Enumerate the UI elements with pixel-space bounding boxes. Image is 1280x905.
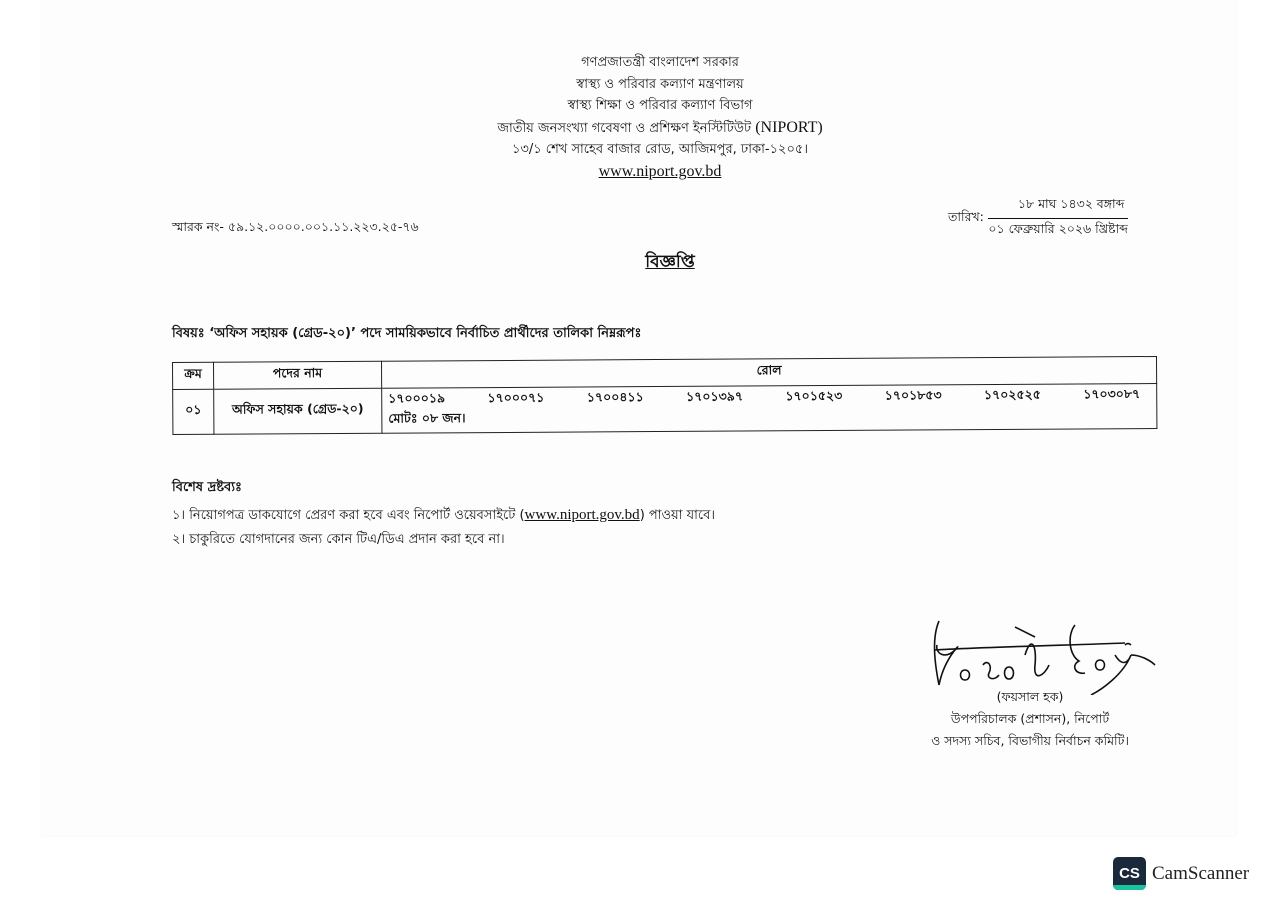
camscanner-logo-icon: CS [1113, 857, 1146, 890]
letterhead-line [420, 117, 900, 140]
note-text: ১। নিয়োগপত্র ডাকযোগে প্রেরণ করা হবে এবং নিপোর্ট ওয়েবসাইটে ( [172, 508, 525, 523]
camscanner-watermark [1113, 857, 1249, 890]
letterhead-line: গণপ্রজাতন্ত্রী বাংলাদেশ সরকার [581, 55, 739, 70]
memo-number: স্মারক নং- ৫৯.১২.০০০০.০০১.১১.২২৩.২৫-৭৬ [172, 219, 419, 234]
letterhead [420, 52, 900, 182]
col-roll: রোল [381, 356, 1156, 388]
table-row [173, 383, 1157, 434]
date-label: তারিখ: [948, 208, 984, 224]
letterhead-line: স্বাস্থ্য ও পরিবার কল্যাণ মন্ত্রণালয় [576, 76, 744, 92]
camscanner-text: CamScanner [1152, 862, 1250, 884]
subject-line: বিষয়ঃ ‘অফিস সহায়ক (গ্রেড-২০)’ পদে সাময়িকভাবে নির্বাচিত প্রার্থীদের তালিকা নিম্নরূপঃ [172, 326, 642, 341]
roll-number: ১৭০১৫২৩ [785, 387, 843, 404]
note-text: ) পাওয়া যাবে। [639, 508, 715, 523]
note-1 [172, 506, 715, 527]
notice-title: বিজ্ঞপ্তি [645, 252, 695, 272]
signatory-name: (ফয়সাল হক) [996, 689, 1064, 704]
signatory-block [900, 686, 1160, 752]
institute-name: জাতীয় জনসংখ্যা গবেষণা ও প্রশিক্ষণ ইনস্টিটিউট [497, 120, 752, 136]
date-bangla: ১৮ মাঘ ১৪৩২ বঙ্গাব্দ [988, 196, 1129, 219]
col-post: পদের নাম [214, 361, 382, 389]
roll-number: ১৭০২৫২৫ [983, 386, 1041, 403]
website-link[interactable]: www.niport.gov.bd [524, 507, 640, 523]
website-link[interactable]: www.niport.gov.bd [598, 162, 722, 180]
note-2: ২। চাকুরিতে যোগদানের জন্য কোন টিএ/ডিএ প্রদান করা হবে না। [172, 532, 505, 547]
signature [925, 615, 1205, 695]
address: ১৩/১ শেখ সাহেব বাজার রোড, আজিমপুর, ঢাকা-১২০৫। [511, 142, 809, 157]
notes-heading: বিশেষ দ্রষ্টব্যঃ [172, 480, 242, 495]
date-gregorian: ০১ ফেব্রুয়ারি ২০২৬ খ্রিষ্টাব্দ [988, 221, 1128, 236]
selected-candidates-table [172, 356, 1157, 435]
roll-number: ১৭০০০১৯ [388, 390, 446, 406]
signatory-role: ও সদস্য সচিব, বিভাগীয় নির্বাচন কমিটি। [931, 733, 1129, 748]
roll-number: ১৭০০৪১১ [586, 389, 644, 405]
roll-number: ১৭০১৮৫৩ [884, 387, 942, 403]
roll-cell [382, 383, 1157, 433]
roll-number: ১৭০১৩৯৭ [686, 388, 744, 404]
institute-abbr: (NIPORT) [755, 118, 823, 136]
signatory-designation: উপপরিচালক (প্রশাসন), নিপোর্ট [950, 711, 1110, 726]
post-cell: অফিস সহায়ক (গ্রেড-২০) [214, 388, 382, 434]
roll-number: ১৭০০০৭১ [487, 389, 545, 406]
roll-number: ১৭০৩০৮৭ [1083, 386, 1141, 402]
total-count: মোটঃ ০৮ জন। [388, 410, 466, 426]
col-serial: ক্রম [173, 362, 214, 389]
date-block [948, 196, 1128, 241]
letterhead-line: স্বাস্থ্য শিক্ষা ও পরিবার কল্যাণ বিভাগ [567, 98, 753, 113]
serial-cell: ০১ [173, 389, 214, 434]
